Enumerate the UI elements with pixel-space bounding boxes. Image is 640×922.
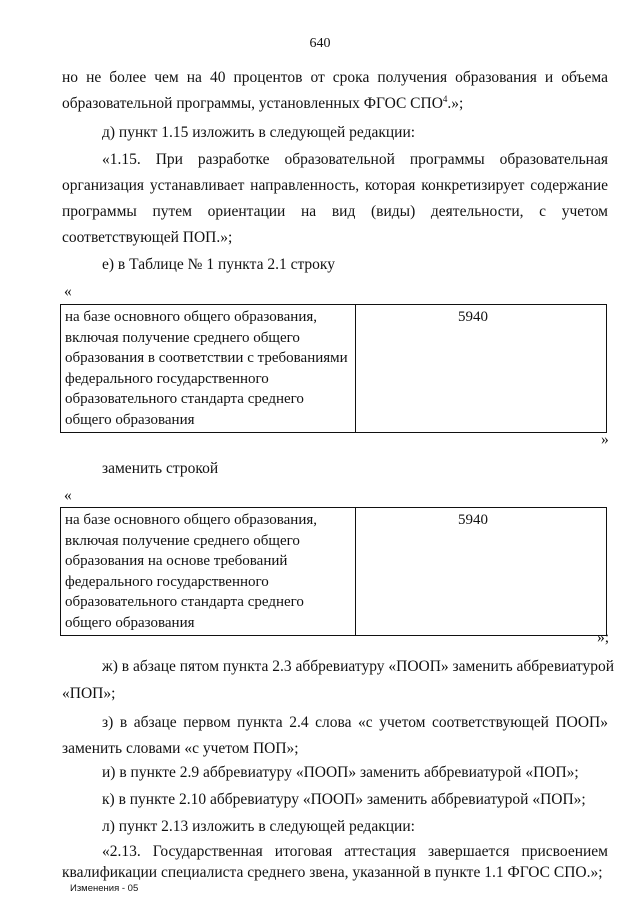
cell-line: общего образования <box>65 614 195 631</box>
paragraph-line: программы путем ориентации на вид (виды) деятельности, с учетом <box>62 203 608 220</box>
cell-line: образовательного стандарта среднего <box>65 594 304 610</box>
cell-line: образования на основе требований <box>65 553 288 569</box>
cell-line: на базе основного общего образования, <box>65 512 317 528</box>
text-span: образовательной программы, установленных ФГОС СПО <box>62 95 443 112</box>
footer-note: Изменения - 05 <box>70 883 139 894</box>
table-cell-value: 5940 <box>356 508 607 636</box>
quote-close: » <box>601 431 609 448</box>
paragraph-line: заменить словами «с учетом ПОП»; <box>62 740 299 757</box>
table-row <box>61 508 607 636</box>
cell-line: включая получение среднего общего <box>65 329 300 346</box>
paragraph-line: соответствующей ПОП.»; <box>62 229 233 246</box>
text-span: .»; <box>447 95 464 112</box>
paragraph-line: квалификации специалиста среднего звена, указанной в пункте 1.1 ФГОС СПО.»; <box>62 864 603 881</box>
replace-phrase: заменить строкой <box>102 460 219 477</box>
item-l: л) пункт 2.13 изложить в следующей редакции: <box>102 818 415 835</box>
table-row-original <box>60 304 607 433</box>
paragraph-line: «1.15. При разработке образовательной программы образовательная <box>102 151 608 168</box>
item-e: е) в Таблице № 1 пункта 2.1 строку <box>102 256 335 273</box>
paragraph-line: «2.13. Государственная итоговая аттестация завершается присвоением <box>102 843 608 860</box>
table-cell-description <box>61 305 356 433</box>
item-k: к) в пункте 2.10 аббревиатуру «ПООП» заменить аббревиатурой «ПОП»; <box>102 791 586 808</box>
paragraph-line: «ПОП»; <box>62 685 116 702</box>
item-d: д) пункт 1.15 изложить в следующей редакции: <box>102 124 416 141</box>
paragraph-line <box>62 94 463 114</box>
table-cell-description <box>61 508 356 636</box>
quote-open: « <box>64 283 72 300</box>
cell-line: образования в соответствии с требованиями <box>65 350 348 366</box>
item-i: и) в пункте 2.9 аббревиатуру «ПООП» заменить аббревиатурой «ПОП»; <box>102 764 579 781</box>
paragraph-line: организация устанавливает направленность, которая конкретизирует содержание <box>62 177 608 194</box>
page-number: 640 <box>309 36 331 51</box>
quote-close: »; <box>597 629 610 646</box>
item-z: з) в абзаце первом пункта 2.4 слова «с учетом соответствующей ПООП» <box>102 714 608 731</box>
table-cell-value: 5940 <box>356 305 607 433</box>
cell-line: на базе основного общего образования, <box>65 309 317 325</box>
cell-line: общего образования <box>65 411 195 428</box>
table-row <box>61 305 607 433</box>
quote-open: « <box>64 487 72 504</box>
cell-line: включая получение среднего общего <box>65 532 300 549</box>
item-zh: ж) в абзаце пятом пункта 2.3 аббревиатуру «ПООП» заменить аббревиатурой <box>102 658 615 675</box>
cell-line: федерального государственного <box>65 370 269 387</box>
paragraph-line: но не более чем на 40 процентов от срока получения образования и объема <box>62 69 608 86</box>
table-row-replacement <box>60 507 607 636</box>
cell-line: образовательного стандарта среднего <box>65 391 304 407</box>
footnote-mark: 4 <box>442 93 448 104</box>
cell-line: федерального государственного <box>65 573 269 590</box>
